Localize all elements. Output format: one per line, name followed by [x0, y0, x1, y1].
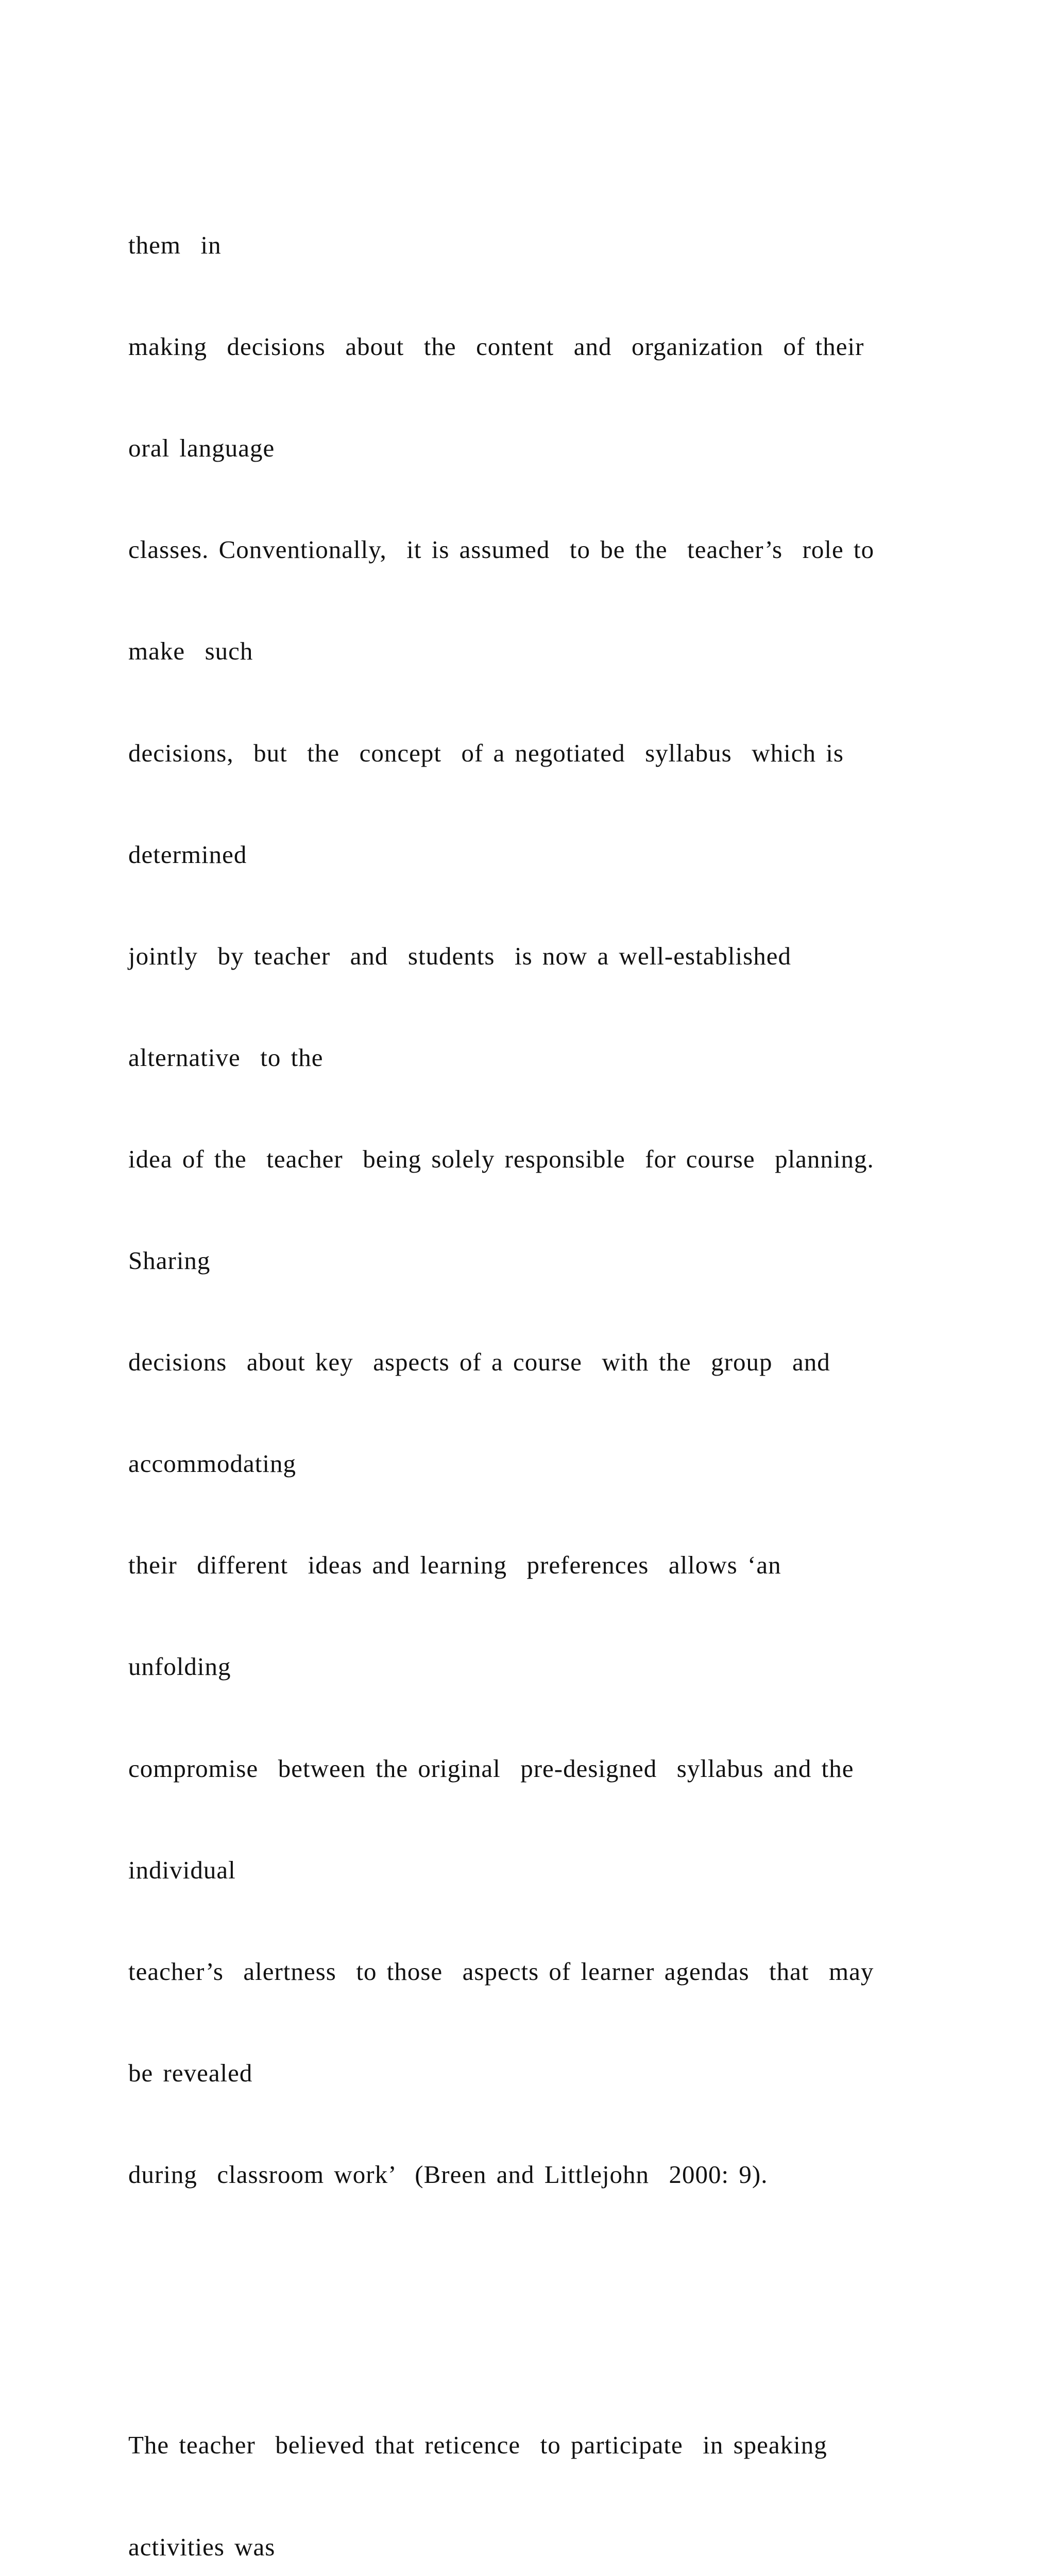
- text-line: be revealed: [128, 2058, 253, 2087]
- text-line: alternative to the: [128, 1043, 324, 1072]
- text-line: determined: [128, 840, 247, 869]
- text-line: teacher’s alertness to those aspects of learner agendas that may: [128, 1957, 874, 1986]
- text-line: making decisions about the content and organization of their: [128, 332, 864, 361]
- text-line: activities was: [128, 2532, 276, 2561]
- text-line: them in: [128, 231, 222, 260]
- text-line: classes. Conventionally, it is assumed to be the teacher’s role to: [128, 535, 875, 564]
- text-line: idea of the teacher being solely responsible for course planning.: [128, 1144, 874, 1173]
- text-line: jointly by teacher and students is now a well-established: [128, 941, 791, 970]
- paragraph-break: [128, 2293, 983, 2327]
- text-line: The teacher believed that reticence to participate in speaking: [128, 2431, 827, 2460]
- text-line: make such: [128, 637, 253, 666]
- text-line: decisions, but the concept of a negotiated syllabus which is: [128, 738, 844, 767]
- text-line: unfolding: [128, 1652, 231, 1681]
- text-line: oral language: [128, 434, 275, 463]
- text-line: accommodating: [128, 1449, 296, 1478]
- text-line: compromise between the original pre-designed syllabus and the: [128, 1754, 854, 1783]
- document-body: [128, 127, 983, 2576]
- text-line: individual: [128, 1855, 236, 1884]
- text-line: during classroom work’ (Breen and Littlejohn 2000: 9).: [128, 2160, 768, 2189]
- text-line: Sharing: [128, 1246, 211, 1275]
- text-line: their different ideas and learning preferences allows ‘an: [128, 1551, 781, 1580]
- text-line: decisions about key aspects of a course with the group and: [128, 1348, 830, 1377]
